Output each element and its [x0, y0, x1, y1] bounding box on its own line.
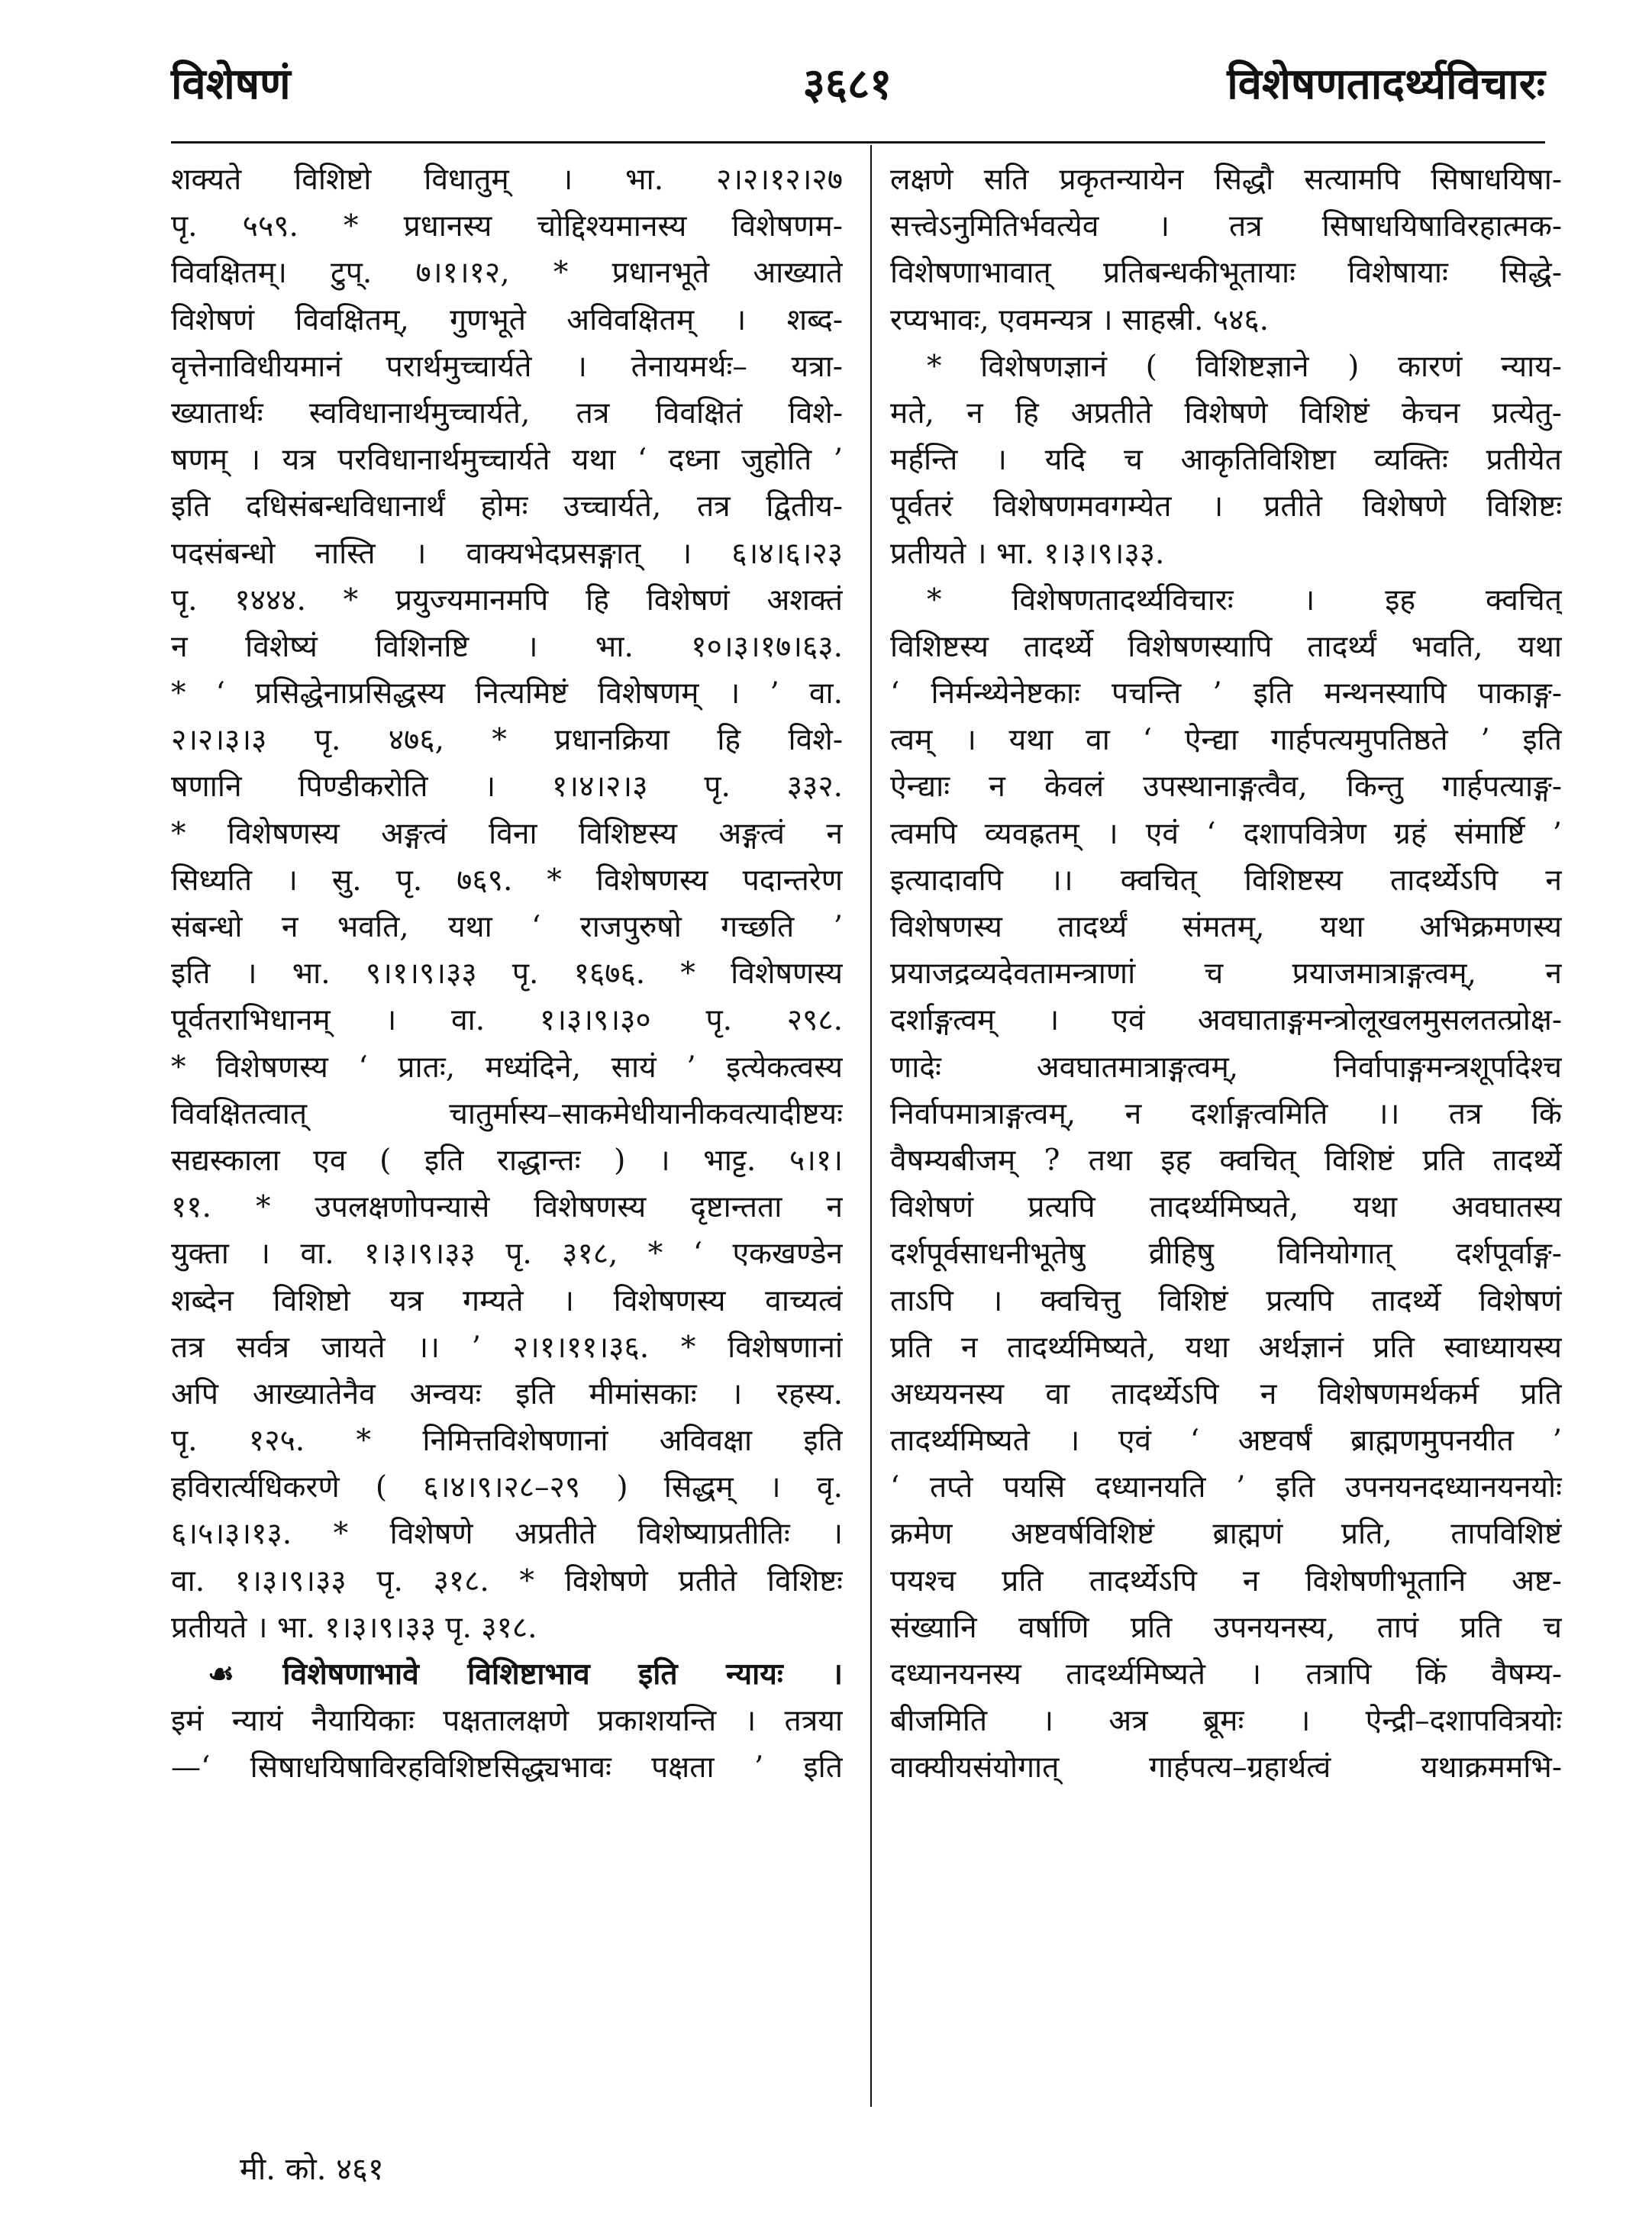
left-column-line: विवक्षितत्वात् चातुर्मास्य–साकमेधीयानीकवत्यादीष्टयः: [171, 1096, 843, 1131]
right-column-line: विशेषणं प्रत्यपि तादर्थ्यमिष्यते, यथा अवघातस्य: [890, 1190, 1562, 1225]
left-column-line: संबन्धो न भवति, यथा ‘ राजपुरुषो गच्छति ’: [171, 910, 843, 944]
right-column-line: तादर्थ्यमिष्यते । एवं ‘ अष्टवर्षं ब्राह्मणमुपनयीत ’: [890, 1424, 1562, 1459]
left-column-line: इमं न्यायं नैयायिकाः पक्षतालक्षणे प्रकाशयन्ति । तत्रया: [171, 1704, 843, 1739]
right-column-line: क्रमेण अष्टवर्षविशिष्टं ब्राह्मणं प्रति, तापविशिष्टं: [890, 1517, 1562, 1552]
left-column-line: प्रतीयते । भा. १।३।९।३३ पृ. ३१८.: [171, 1610, 537, 1645]
right-column-line: प्रतीयते । भा. १।३।९।३३.: [890, 536, 1165, 571]
header-rule: [171, 141, 1545, 144]
right-column-line: पयश्च प्रति तादर्थ्येऽपि न विशेषणीभूतानि अष्ट-: [890, 1563, 1562, 1598]
left-column-line: न विशेष्यं विशिनष्टि । भा. १०।३।१७।६३.: [171, 629, 843, 664]
running-head-left: विशेषणं: [171, 59, 291, 109]
left-column-line: पृ. १४४४. * प्रयुज्यमानमपि हि विशेषणं अशक्तं: [171, 582, 843, 618]
left-column-line: षणानि पिण्डीकरोति । १।४।२।३ पृ. ३३२.: [171, 769, 843, 805]
left-column-line: वृत्तेनाविधीयमानं परार्थमुच्चार्यते । तेनायमर्थः– यत्रा-: [171, 349, 843, 384]
right-column-line: * विशेषणज्ञानं ( विशिष्टज्ञाने ) कारणं न्याय-: [927, 349, 1562, 384]
right-column-line: सत्त्वेऽनुमितिर्भवत्येव । तत्र सिषाधयिषाविरहात्मक-: [890, 209, 1562, 244]
left-column-line: ख्यातार्थः स्वविधानार्थमुच्चार्यते, तत्र विवक्षितं विशे-: [171, 395, 843, 431]
right-column-line: मर्हन्ति । यदि च आकृतिविशिष्टा व्यक्तिः प्रतीयेत: [890, 443, 1562, 478]
left-column-line: अपि आख्यातेनैव अन्वयः इति मीमांसकाः । रहस्य.: [171, 1376, 843, 1411]
right-column-line: पूर्वतरं विशेषणमवगम्येत । प्रतीते विशेषणे विशिष्टः: [890, 489, 1562, 524]
left-column-line: विवक्षितम्। टुप्. ७।१।१२, * प्रधानभूते आख्याते: [171, 256, 843, 291]
left-column-line: पृ. १२५. * निमित्तविशेषणानां अविवक्षा इति: [171, 1424, 843, 1459]
right-column-line: इत्यादावपि ।। क्वचित् विशिष्टस्य तादर्थ्येऽपि न: [890, 863, 1562, 898]
right-column-line: विशिष्टस्य तादर्थ्ये विशेषणस्यापि तादर्थ्यं भवति, यथा: [890, 629, 1562, 664]
right-column-line: प्रति न तादर्थ्यमिष्यते, यथा अर्थज्ञानं प्रति स्वाध्यायस्य: [890, 1330, 1562, 1365]
left-column-line: ६।५।३।१३. * विशेषणे अप्रतीते विशेष्याप्रतीतिः ।: [171, 1517, 843, 1552]
right-column-line: बीजमिति । अत्र ब्रूमः । ऐन्द्री–दशापवित्रयोः: [890, 1704, 1562, 1739]
right-column-line: * विशेषणतादर्थ्यविचारः । इह क्वचित्: [927, 582, 1562, 618]
left-column-line: * विशेषणस्य ‘ प्रातः, मध्यंदिने, सायं ’ इत्येकत्वस्य: [171, 1050, 843, 1085]
right-column-line: लक्षणे सति प्रकृतन्यायेन सिद्धौ सत्यामपि सिषाधयिषा-: [890, 163, 1562, 197]
left-column-line: वा. १।३।९।३३ पृ. ३१८. * विशेषणे प्रतीते विशिष्टः: [171, 1563, 843, 1598]
right-column-line: ‘ निर्मन्थ्येनेष्टकाः पचन्ति ’ इति मन्थनस्यापि पाकाङ्ग-: [890, 676, 1562, 711]
left-column-line: हविरार्त्यधिकरणे ( ६।४।९।२८–२९ ) सिद्धम् । वृ.: [171, 1470, 843, 1505]
right-column-line: प्रयाजद्रव्यदेवतामन्त्राणां च प्रयाजमात्राङ्गत्वम्, न: [890, 956, 1562, 992]
left-column-line: ☙ विशेषणाभावे विशिष्टाभाव इति न्यायः ।: [208, 1656, 843, 1692]
left-column-line: ११. * उपलक्षणोपन्यासे विशेषणस्य दृष्टान्तता न: [171, 1190, 843, 1225]
left-column-line: इति दधिसंबन्धविधानार्थं होमः उच्चार्यते, तत्र द्वितीय-: [171, 489, 843, 524]
page-number: ३६८१: [802, 59, 892, 109]
left-column-line: —‘ सिषाधयिषाविरहविशिष्टसिद्ध्यभावः पक्षता ’ इति: [171, 1750, 843, 1785]
left-column-line: विशेषणं विवक्षितम्, गुणभूते अविवक्षितम् । शब्द-: [171, 302, 843, 337]
left-column-line: २।२।३।३ पृ. ४७६, * प्रधानक्रिया हि विशे-: [171, 723, 843, 758]
right-column-line: वैषम्यबीजम् ? तथा इह क्वचित् विशिष्टं प्रति तादर्थ्ये: [890, 1143, 1562, 1178]
left-column-line: सिध्यति । सु. पृ. ७६९. * विशेषणस्य पदान्तरेण: [171, 863, 843, 898]
left-column-line: पदसंबन्धो नास्ति । वाक्यभेदप्रसङ्गात् । ६।४।६।२३: [171, 536, 843, 571]
right-column-line: संख्यानि वर्षाणि प्रति उपनयनस्य, तापं प्रति च: [890, 1610, 1562, 1645]
right-column-line: रप्यभावः, एवमन्यत्र । साहस्री. ५४६.: [890, 302, 1270, 337]
right-column-line: ताऽपि । क्वचित्तु विशिष्टं प्रत्यपि तादर्थ्ये विशेषणं: [890, 1283, 1562, 1318]
left-column-line: * ‘ प्रसिद्धेनाप्रसिद्धस्य नित्यमिष्टं विशेषणम् । ’ वा.: [171, 676, 843, 711]
right-column-line: ‘ तप्ते पयसि दध्यानयति ’ इति उपनयनदध्यानयनयोः: [890, 1470, 1562, 1505]
left-column-line: इति । भा. ९।१।९।३३ पृ. १६७६. * विशेषणस्य: [171, 956, 843, 992]
right-column-line: अध्ययनस्य वा तादर्थ्येऽपि न विशेषणमर्थकर्म प्रति: [890, 1376, 1562, 1411]
right-column-line: दर्शाङ्गत्वम् । एवं अवघाताङ्गमन्त्रोलूखलमुसलतत्प्रोक्ष-: [890, 1003, 1562, 1038]
footer-signature: मी. को. ४६१: [240, 2152, 384, 2187]
right-column-line: विशेषणस्य तादर्थ्यं संमतम्, यथा अभिक्रमणस्य: [890, 910, 1562, 944]
right-column-line: णादेः अवघातमात्राङ्गत्वम्, निर्वापाङ्गमन्त्रशूर्पादेश्च: [890, 1050, 1562, 1085]
right-column-line: त्वमपि व्यवह्रतम् । एवं ‘ दशापवित्रेण ग्रहं संमार्ष्टि ’: [890, 816, 1562, 851]
right-column: [890, 156, 1562, 2111]
right-column-line: मते, न हि अप्रतीते विशेषणे विशिष्टं केचन प्रत्येतु-: [890, 395, 1562, 431]
right-column-line: ऐन्द्याः न केवलं उपस्थानाङ्गत्वैव, किन्तु गार्हपत्याङ्ग-: [890, 769, 1562, 805]
right-column-line: निर्वापमात्राङ्गत्वम्, न दर्शाङ्गत्वमिति ।। तत्र किं: [890, 1096, 1562, 1131]
left-column: [171, 156, 843, 2111]
left-column-line: * विशेषणस्य अङ्गत्वं विना विशिष्टस्य अङ्गत्वं न: [171, 816, 843, 851]
left-column-line: तत्र सर्वत्र जायते ।। ’ २।१।११।३६. * विशेषणानां: [171, 1330, 843, 1365]
left-column-line: शब्देन विशिष्टो यत्र गम्यते । विशेषणस्य वाच्यत्वं: [171, 1283, 843, 1318]
left-column-line: षणम् । यत्र परविधानार्थमुच्चार्यते यथा ‘ दध्ना जुहोति ’: [171, 443, 843, 478]
left-column-line: शक्यते विशिष्टो विधातुम् । भा. २।२।१२।२७: [171, 163, 843, 197]
left-column-line: पृ. ५५९. * प्रधानस्य चोद्दिश्यमानस्य विशेषणम-: [171, 209, 843, 244]
left-column-line: पूर्वतराभिधानम् । वा. १।३।९।३० पृ. २९८.: [171, 1003, 843, 1038]
column-divider: [870, 145, 872, 2107]
left-column-line: युक्ता । वा. १।३।९।३३ पृ. ३१८, * ‘ एकखण्डेन: [171, 1237, 843, 1272]
right-column-line: दर्शपूर्वसाधनीभूतेषु व्रीहिषु विनियोगात् दर्शपूर्वाङ्ग-: [890, 1237, 1562, 1272]
right-column-line: वाक्यीयसंयोगात् गार्हपत्य–ग्रहार्थत्वं यथाक्रममभि-: [890, 1750, 1562, 1785]
right-column-line: विशेषणाभावात् प्रतिबन्धकीभूतायाः विशेषायाः सिद्धे-: [890, 256, 1562, 291]
left-column-line: सद्यस्काला एव ( इति राद्धान्तः ) । भाट्ट. ५।१।: [171, 1143, 843, 1178]
running-head-right: विशेषणतादर्थ्यविचारः: [1227, 59, 1545, 109]
right-column-line: त्वम् । यथा वा ‘ ऐन्द्या गार्हपत्यमुपतिष्ठते ’ इति: [890, 723, 1562, 758]
right-column-line: दध्यानयनस्य तादर्थ्यमिष्यते । तत्रापि किं वैषम्य-: [890, 1657, 1562, 1692]
